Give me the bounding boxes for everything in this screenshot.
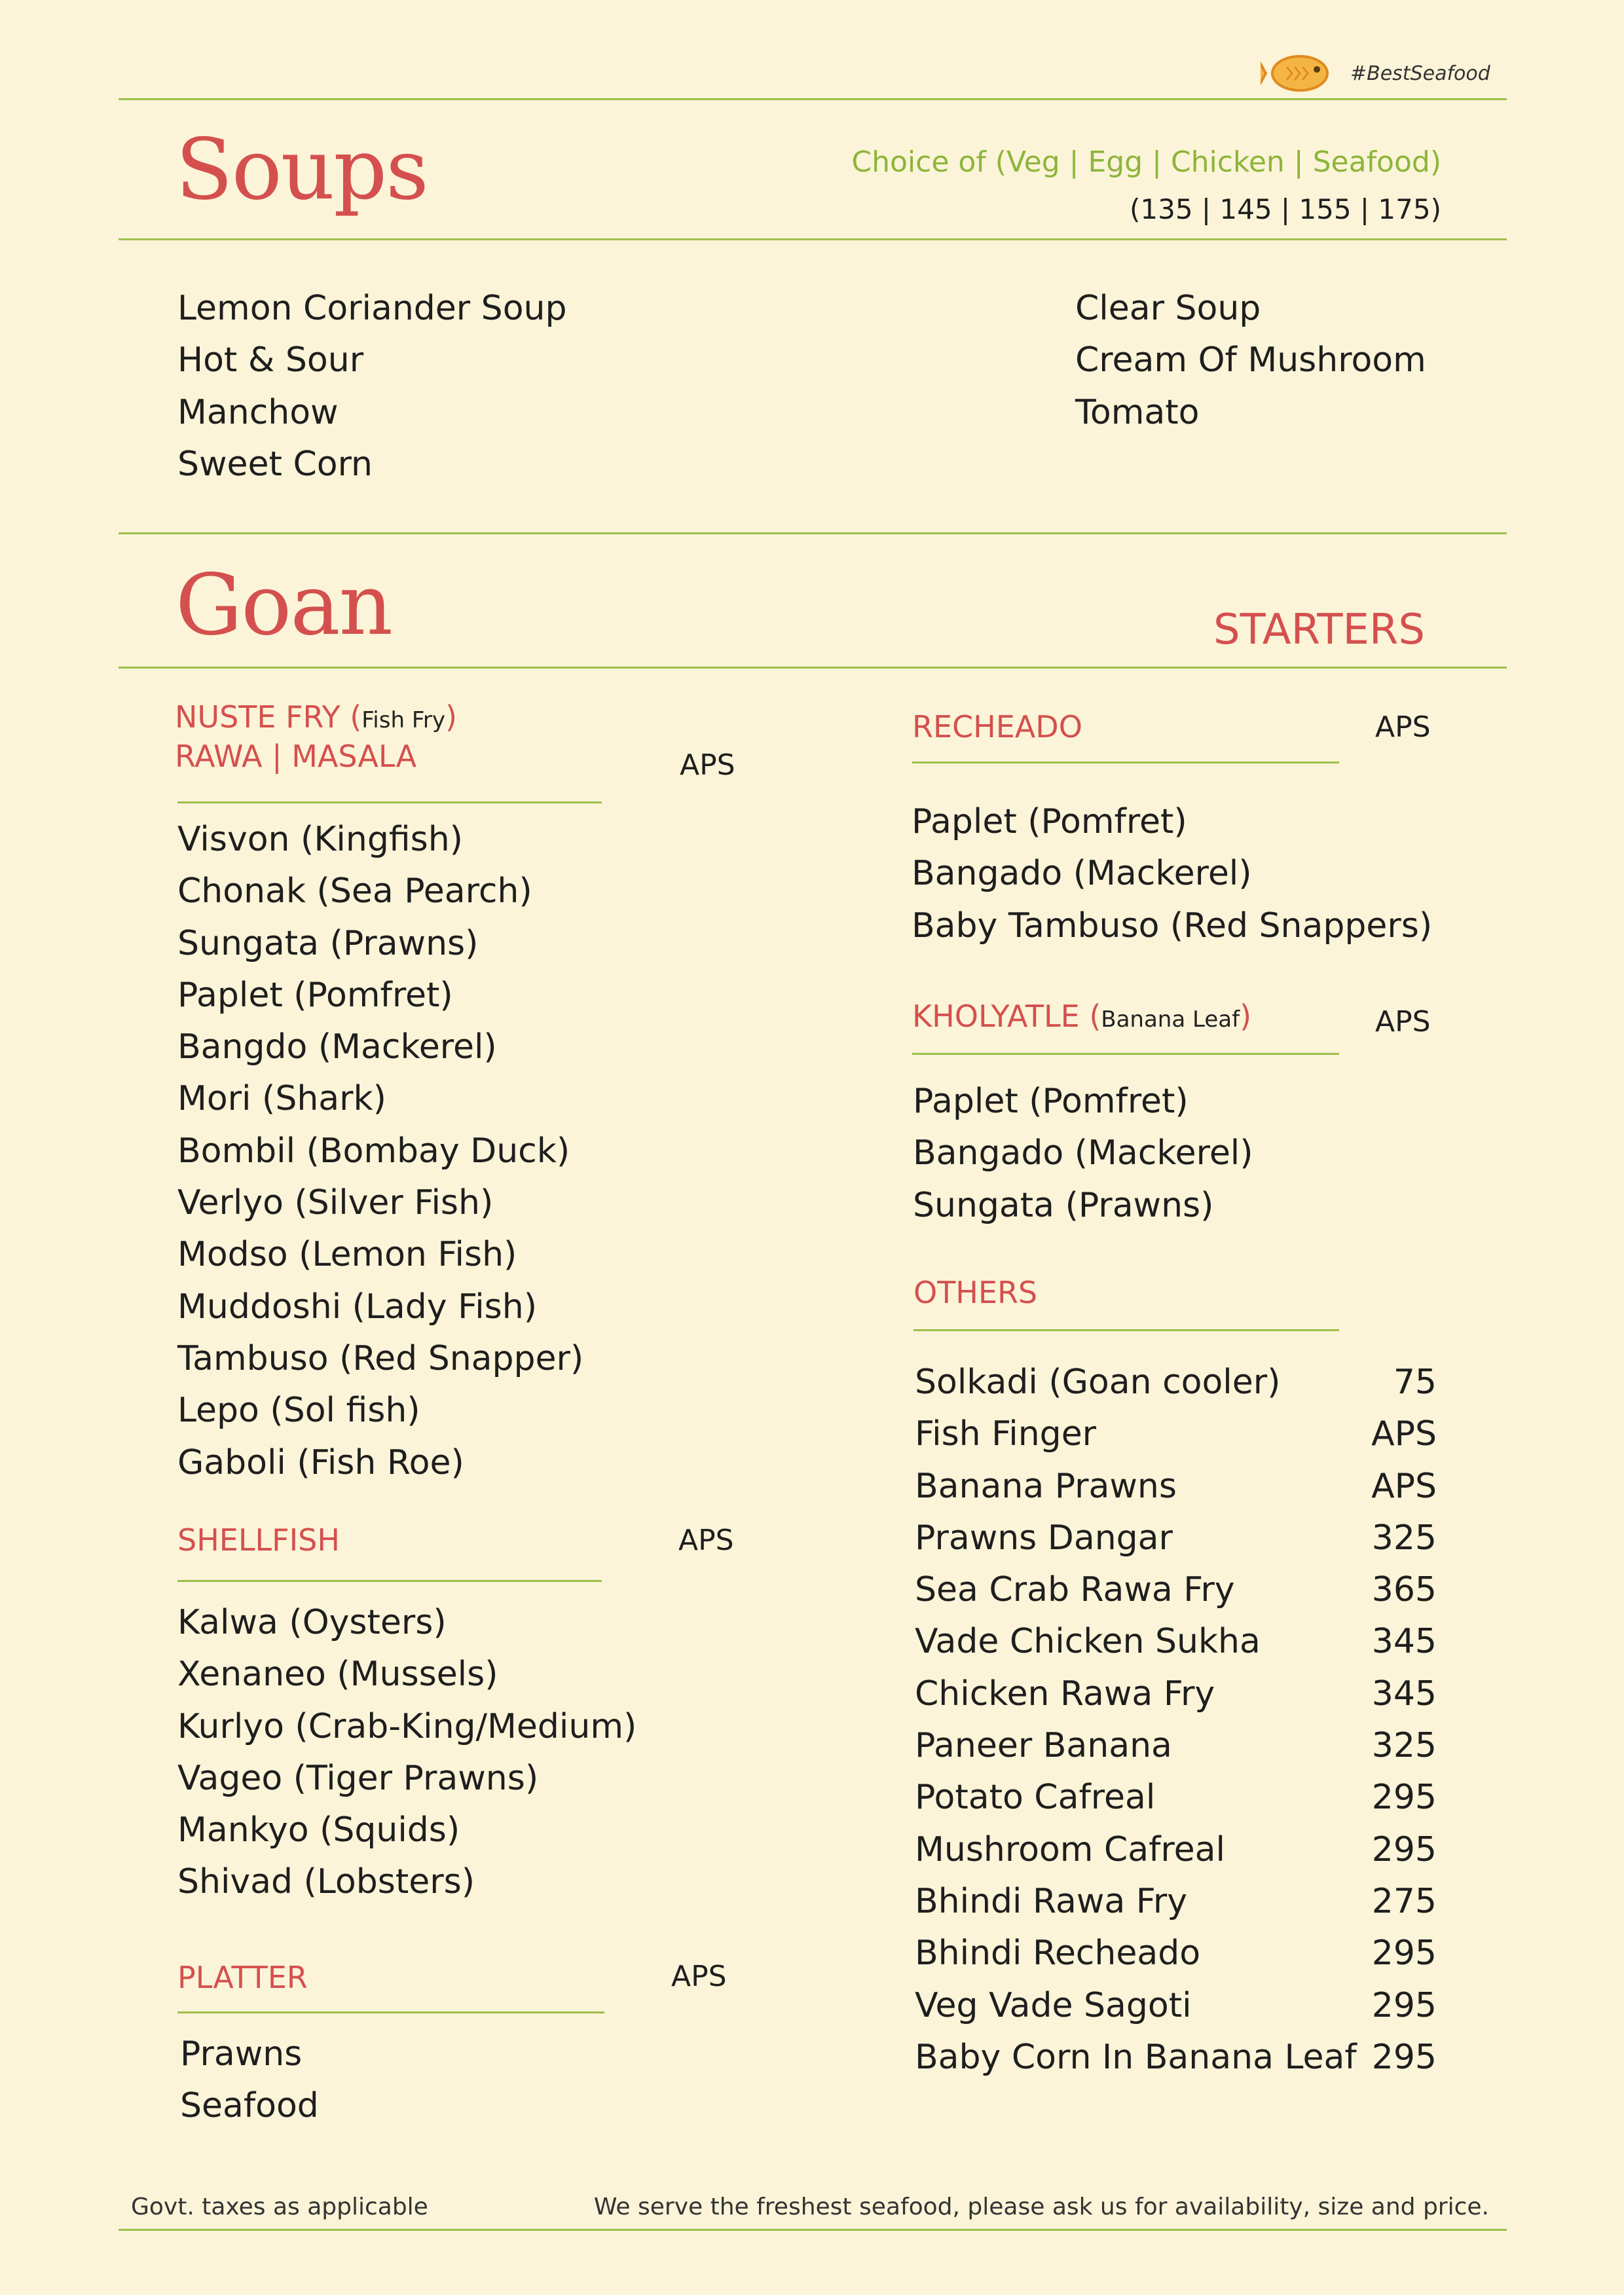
- list-item: Muddoshi (Lady Fish): [177, 1287, 538, 1327]
- list-item: Tomato: [1075, 392, 1200, 432]
- list-item: Fish Finger: [915, 1414, 1097, 1454]
- list-item: Paplet (Pomfret): [913, 1082, 1189, 1121]
- list-item: Shivad (Lobsters): [177, 1862, 475, 1902]
- item-price: APS: [1371, 1466, 1437, 1506]
- soups-list-right: [1075, 283, 1426, 439]
- list-item: Mushroom Cafreal: [915, 1829, 1225, 1869]
- soups-list-left: [177, 283, 566, 490]
- top-divider: [119, 98, 1507, 100]
- kholyatle-heading: KHOLYATLE (Banana Leaf): [912, 999, 1252, 1034]
- list-item: Clear Soup: [1075, 289, 1261, 328]
- starters-subtitle: STARTERS: [1213, 606, 1425, 654]
- shellfish-list: [177, 1597, 637, 1909]
- item-price: 295: [1371, 1778, 1437, 1818]
- list-item: Prawns: [180, 2034, 303, 2074]
- nuste-fry-divider: [177, 801, 602, 803]
- item-price: 75: [1393, 1363, 1437, 1402]
- brand-hashtag: #BestSeafood: [1350, 62, 1490, 85]
- list-item: Solkadi (Goan cooler): [915, 1363, 1281, 1402]
- list-item: Cream Of Mushroom: [1075, 340, 1426, 380]
- shellfish-price: APS: [678, 1524, 734, 1557]
- list-item: Bhindi Recheado: [915, 1934, 1201, 1974]
- list-item: Visvon (Kingfish): [177, 820, 463, 859]
- platter-price: APS: [671, 1960, 727, 1993]
- list-item: Sungata (Prawns): [177, 923, 479, 963]
- list-item: Prawns Dangar: [915, 1518, 1173, 1558]
- list-item: Chicken Rawa Fry: [915, 1674, 1215, 1714]
- nuste-fry-price: APS: [680, 748, 735, 782]
- item-price: 295: [1371, 2037, 1437, 2077]
- list-item: Baby Corn In Banana Leaf: [915, 2037, 1357, 2077]
- nuste-fry-heading: NUSTE FRY (Fish Fry): [175, 699, 457, 735]
- kholyatle-list: [913, 1076, 1253, 1232]
- list-item: Vade Chicken Sukha: [915, 1622, 1261, 1662]
- list-item: Bombil (Bombay Duck): [177, 1131, 570, 1171]
- list-item: Modso (Lemon Fish): [177, 1235, 517, 1275]
- item-price: 365: [1371, 1570, 1437, 1610]
- item-price: 295: [1371, 1934, 1437, 1974]
- others-prices: [1371, 1357, 1437, 2084]
- platter-divider: [177, 2011, 604, 2013]
- list-item: Paneer Banana: [915, 1726, 1172, 1766]
- list-item: Lepo (Sol fish): [177, 1391, 420, 1431]
- item-price: 345: [1371, 1674, 1437, 1714]
- list-item: Xenaneo (Mussels): [177, 1655, 498, 1695]
- nuste-fry-list: [177, 814, 583, 1489]
- list-item: Sea Crab Rawa Fry: [915, 1570, 1235, 1610]
- goan-header-divider: [119, 667, 1507, 669]
- soups-title: Soups: [175, 121, 428, 219]
- soups-prices: (135 | 145 | 155 | 175): [1130, 193, 1441, 225]
- list-item: Mori (Shark): [177, 1079, 386, 1119]
- list-item: Hot & Sour: [177, 340, 364, 380]
- kholyatle-price: APS: [1375, 1005, 1431, 1038]
- kholyatle-divider: [912, 1053, 1339, 1055]
- platter-list: [180, 2029, 319, 2133]
- goan-title: Goan: [175, 557, 392, 654]
- footer-divider: [119, 2229, 1507, 2231]
- fish-icon: [1261, 47, 1339, 100]
- list-item: Seafood: [180, 2086, 319, 2126]
- list-item: Kalwa (Oysters): [177, 1603, 447, 1642]
- footer-taxes-note: Govt. taxes as applicable: [131, 2194, 428, 2220]
- item-price: 325: [1371, 1518, 1437, 1558]
- list-item: Chonak (Sea Pearch): [177, 872, 532, 911]
- item-price: 345: [1371, 1622, 1437, 1662]
- list-item: Mankyo (Squids): [177, 1810, 460, 1850]
- recheado-list: [912, 796, 1432, 952]
- list-item: Bangado (Mackerel): [912, 854, 1252, 894]
- soups-choice: Choice of (Veg | Egg | Chicken | Seafood): [851, 145, 1441, 179]
- others-heading: OTHERS: [913, 1275, 1038, 1310]
- list-item: Baby Tambuso (Red Snappers): [912, 906, 1433, 946]
- soups-bottom-divider: [119, 532, 1507, 534]
- footer-freshness-note: We serve the freshest seafood, please ask us for availability, size and price.: [593, 2194, 1489, 2220]
- item-price: 295: [1371, 1829, 1437, 1869]
- list-item: Paplet (Pomfret): [177, 975, 453, 1015]
- soups-header-divider: [119, 238, 1507, 240]
- list-item: Potato Cafreal: [915, 1778, 1156, 1818]
- others-divider: [913, 1329, 1339, 1331]
- list-item: Tambuso (Red Snapper): [177, 1338, 584, 1378]
- list-item: Vageo (Tiger Prawns): [177, 1758, 539, 1798]
- platter-heading: PLATTER: [177, 1960, 308, 1995]
- item-price: 275: [1371, 1881, 1437, 1921]
- list-item: Banana Prawns: [915, 1466, 1177, 1506]
- list-item: Paplet (Pomfret): [912, 802, 1187, 841]
- list-item: Bangdo (Mackerel): [177, 1027, 497, 1067]
- item-price: 325: [1371, 1726, 1437, 1766]
- shellfish-divider: [177, 1580, 602, 1582]
- list-item: Manchow: [177, 392, 339, 432]
- shellfish-heading: SHELLFISH: [177, 1522, 340, 1558]
- list-item: Gaboli (Fish Roe): [177, 1442, 464, 1482]
- others-list: [915, 1357, 1357, 2084]
- recheado-heading: RECHEADO: [912, 709, 1082, 744]
- list-item: Verlyo (Silver Fish): [177, 1183, 494, 1223]
- list-item: Bhindi Rawa Fry: [915, 1881, 1188, 1921]
- list-item: Bangado (Mackerel): [913, 1133, 1253, 1173]
- brand-logo: [1261, 47, 1339, 100]
- list-item: Kurlyo (Crab-King/Medium): [177, 1706, 637, 1746]
- item-price: APS: [1371, 1414, 1437, 1454]
- recheado-divider: [912, 762, 1339, 763]
- recheado-price: APS: [1375, 710, 1431, 744]
- list-item: Veg Vade Sagoti: [915, 1985, 1192, 2025]
- item-price: 295: [1371, 1985, 1437, 2025]
- list-item: Lemon Coriander Soup: [177, 289, 567, 328]
- list-item: Sungata (Prawns): [913, 1185, 1214, 1225]
- list-item: Sweet Corn: [177, 444, 373, 484]
- nuste-fry-subheading: RAWA | MASALA: [175, 739, 417, 774]
